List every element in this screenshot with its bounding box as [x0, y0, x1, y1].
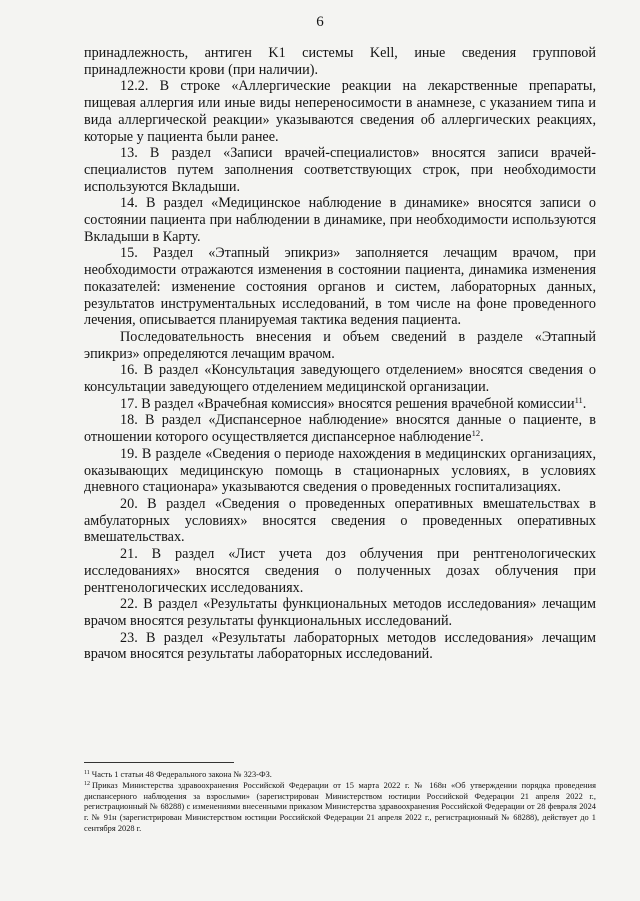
paragraph-17-period: .	[582, 395, 587, 412]
paragraph-14-dynamic-observation: 14. В раздел «Медицинское наблюдение в динамике» вносятся записи о состоянии пациента при наблюдении в динамике, при необходимости используются Вкладыши в Карту.	[84, 195, 596, 245]
footnote-divider	[84, 762, 234, 763]
footnote-12-text: Приказ Министерства здравоохранения Российской Федерации от 15 марта 2022 г. № 168н «Об утверждении порядка проведения диспансерного наблюдения за взрослыми» (зарегистрирован Министерством юстиции Российской Федерации 21 апреля 2022 г., регистрационный № 68288) с изменениями внесенными приказом Министерства здравоохранения Российской Федерации от 28 февраля 2024 г. № 91н (зарегистрирован Министерством юстиции Российской Федерации 21 апреля 2022 г., регистрационный № 68288), действует до 1 сентября 2028 г.	[84, 780, 596, 833]
paragraph-18-text: 18. В раздел «Диспансерное наблюдение» вносятся данные о пациенте, в отношении которого осуществляется диспансерное наблюдение	[84, 412, 596, 446]
paragraph-12-2-allergies: 12.2. В строке «Аллергические реакции на лекарственные препараты, пищевая аллергия или иные виды непереносимости в анамнезе, с указанием типа и вида аллергической реакции» указываются сведения об аллергических реакциях, которые у пациента были ранее.	[84, 78, 596, 145]
footnote-11	[84, 770, 596, 781]
paragraph-20-surgical-interventions: 20. В раздел «Сведения о проведенных оперативных вмешательствах в амбулаторных условиях» вносятся сведения о проведенных оперативных вмешательствах.	[84, 495, 596, 546]
page-number: 6	[316, 14, 324, 30]
footnote-ref-12[interactable]: 12	[471, 428, 481, 439]
footnote-12	[84, 781, 596, 835]
paragraph-blood-group-continuation: принадлежность, антиген K1 системы Kell, иные сведения групповой принадлежности крови (при наличии).	[84, 45, 596, 78]
paragraph-18-dispensary-observation	[84, 412, 596, 445]
paragraph-21-radiation-doses: 21. В раздел «Лист учета доз облучения при рентгенологических исследованиях» вносятся сведения о полученных дозах облучения при рентгенологических исследованиях.	[84, 546, 596, 596]
paragraph-epicrisis-sequence: Последовательность внесения и объем сведений в разделе «Этапный эпикриз» определяются лечащим врачом.	[84, 328, 596, 362]
body-text	[84, 45, 596, 663]
paragraph-16-head-consultation: 16. В раздел «Консультация заведующего отделением» вносятся сведения о консультации заведующего отделением медицинской организации.	[84, 362, 596, 396]
footnote-11-text: Часть 1 статьи 48 Федерального закона № 323-ФЗ.	[91, 770, 272, 779]
paragraph-19-hospital-stays: 19. В разделе «Сведения о периоде нахождения в медицинских организациях, оказывающих медицинскую помощь в стационарных условиях, в условиях дневного стационара» указываются сведения о проведенных госпитализациях.	[84, 445, 596, 496]
footnotes	[84, 770, 596, 835]
footnote-marker-12: 12	[84, 780, 90, 787]
paragraph-15-stage-epicrisis: 15. Раздел «Этапный эпикриз» заполняется лечащим врачом, при необходимости отражаются изменения в состоянии пациента, динамика изменения показателей: изменение состояния органов и систем, лабораторных данных, результатов инструментальных исследований, в том числе на фоне проведенного лечения, описывается планируемая тактика ведения пациента.	[84, 245, 596, 329]
footnote-marker-11: 11	[84, 770, 90, 776]
paragraph-23-laboratory-results: 23. В раздел «Результаты лабораторных методов исследования» лечащим врачом вносятся результаты лабораторных исследований.	[84, 629, 596, 663]
paragraph-22-functional-results: 22. В раздел «Результаты функциональных методов исследования» лечащим врачом вносятся результаты функциональных исследований.	[84, 596, 596, 629]
paragraph-17-text: 17. В раздел «Врачебная комиссия» вносятся решения врачебной комиссии	[120, 395, 575, 412]
paragraph-18-period: .	[480, 429, 484, 446]
paragraph-13-specialist-records: 13. В раздел «Записи врачей-специалистов» вносятся записи врачей-специалистов путем заполнения соответствующих строк, при необходимости используются Вкладыши.	[84, 145, 596, 195]
paragraph-17-medical-commission	[84, 396, 596, 413]
footnote-ref-11[interactable]: 11	[574, 394, 583, 405]
